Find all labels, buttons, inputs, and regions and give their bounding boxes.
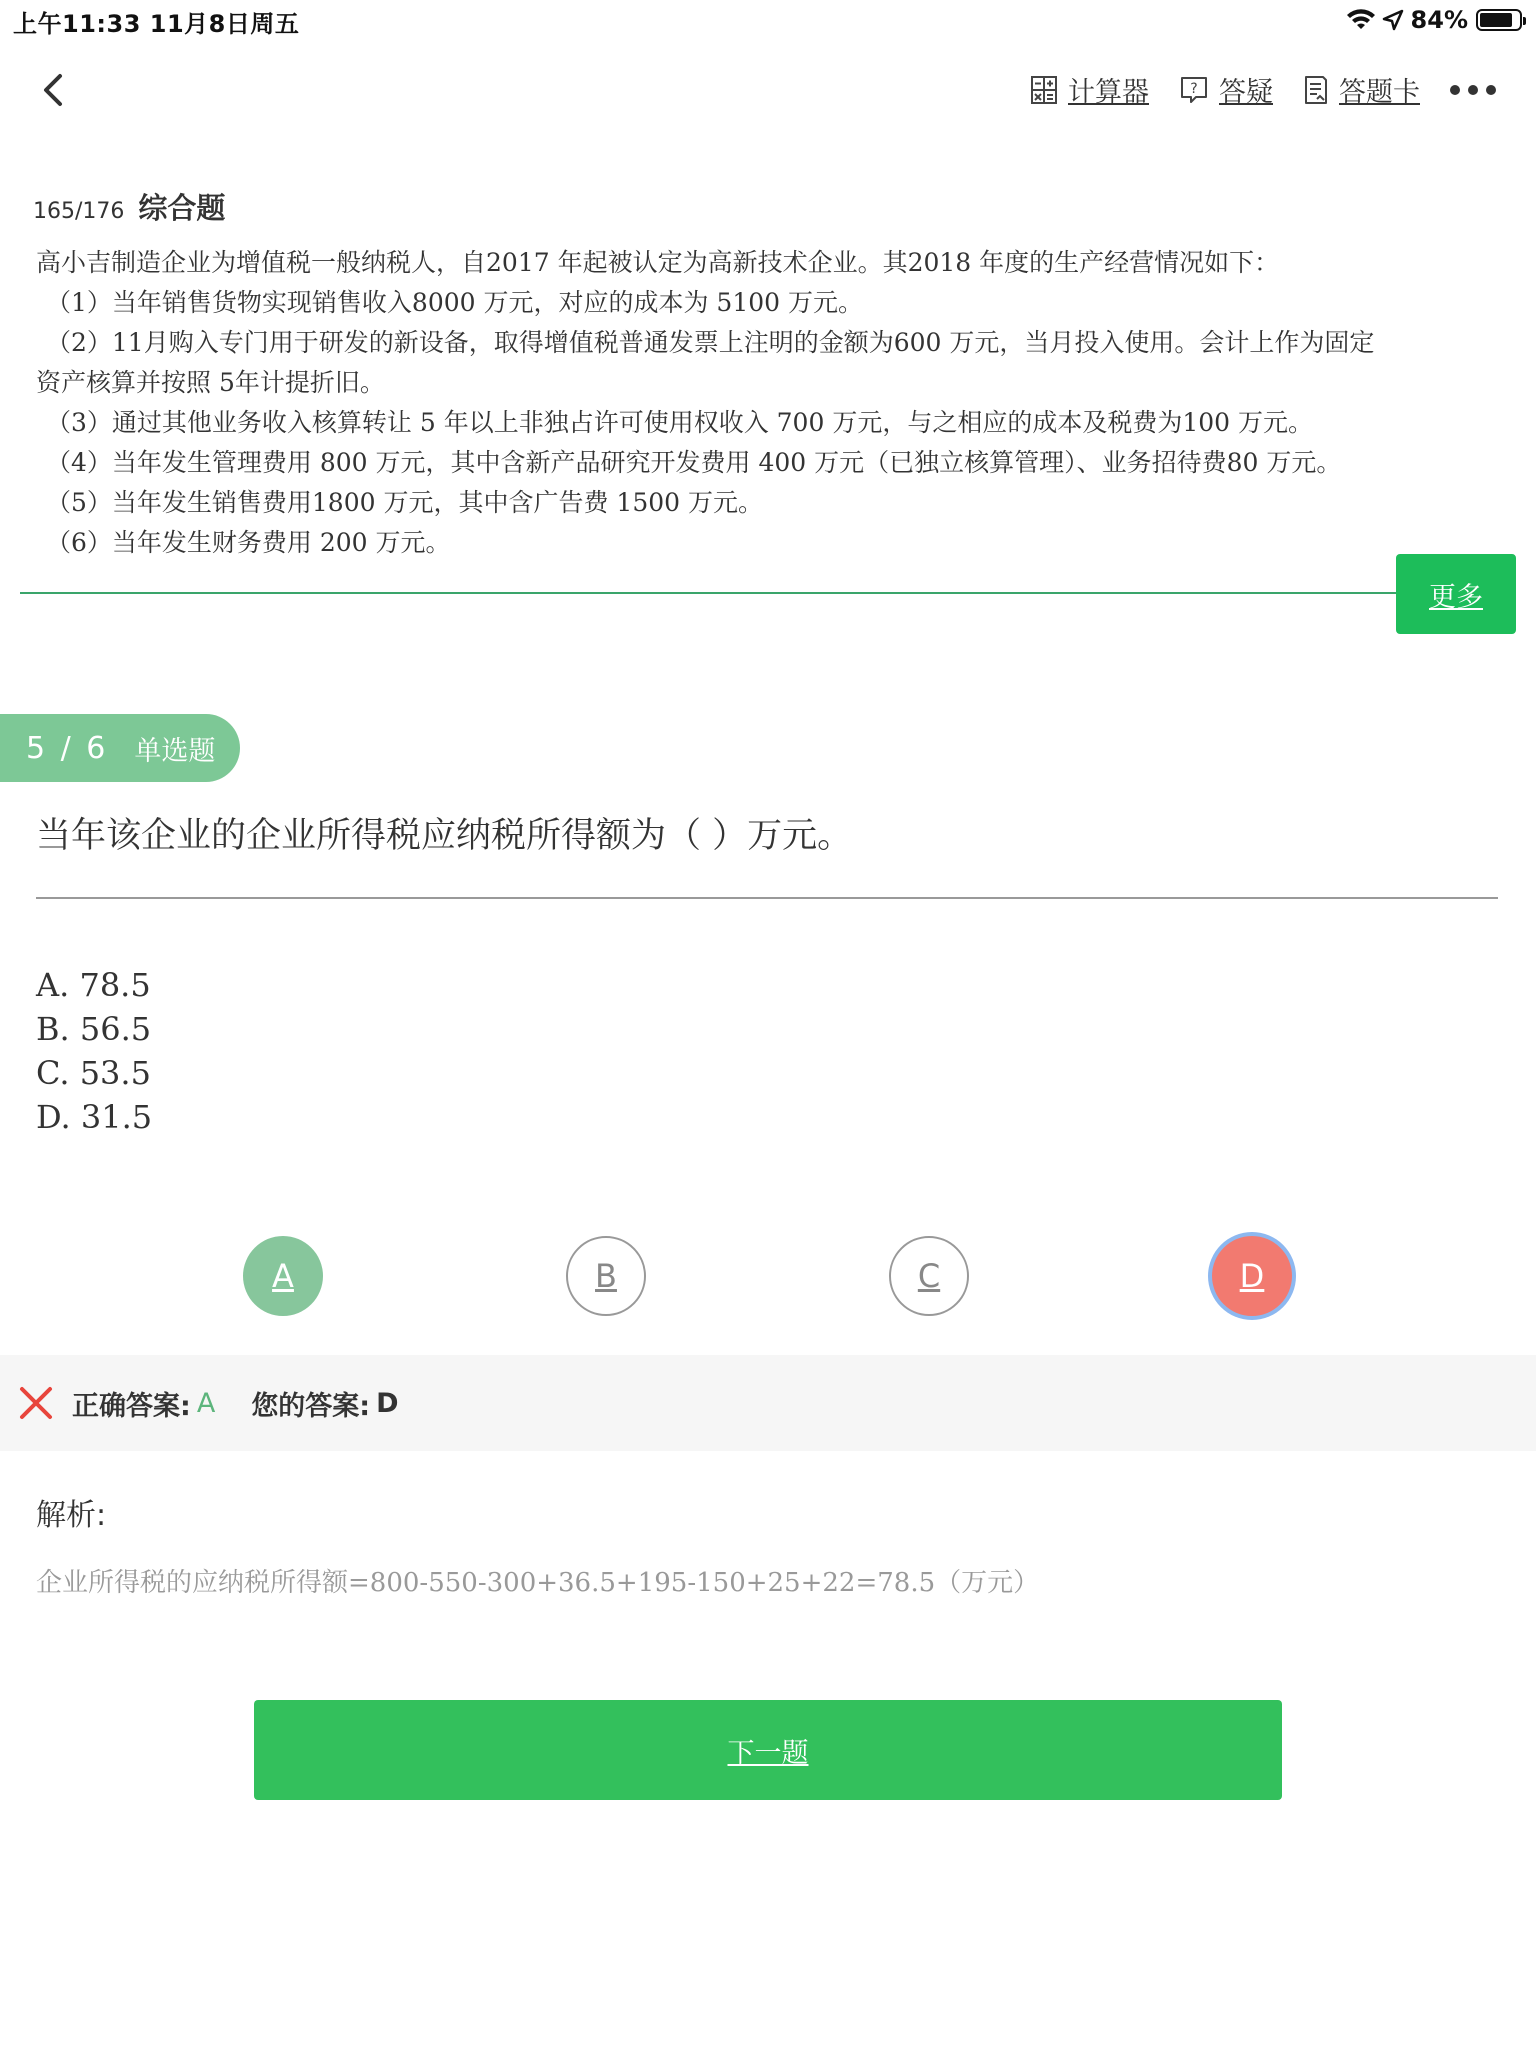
battery-percent: 84%: [1410, 6, 1468, 34]
material-item-1: （1）当年销售货物实现销售收入8000 万元，对应的成本为 5100 万元。: [46, 288, 863, 317]
nav-bar: [0, 50, 1536, 130]
question-progress: 165/176: [33, 199, 125, 224]
calculator-button[interactable]: [1030, 70, 1149, 109]
more-menu-icon[interactable]: [1450, 81, 1496, 99]
option-b: B. 56.5: [36, 1010, 152, 1048]
material-item-3: （3）通过其他业务收入核算转让 5 年以上非独占许可使用权收入 700 万元，与之相应的成本及税费为100 万元。: [46, 408, 1313, 437]
choice-d-button[interactable]: D: [1212, 1236, 1292, 1316]
question-material[interactable]: [36, 243, 1506, 557]
dot: [1450, 85, 1460, 95]
answer-card-label: 答题卡: [1339, 77, 1420, 108]
nav-tools: [1030, 70, 1496, 109]
material-item-4: （4）当年发生管理费用 800 万元，其中含新产品研究开发费用 400 万元（已独立核算管理）、业务招待费80 万元。: [46, 448, 1342, 477]
back-button[interactable]: [34, 70, 74, 110]
correct-answer-value: A: [196, 1387, 216, 1419]
question-type: 综合题: [138, 191, 226, 225]
your-answer-label: 您的答案:: [251, 1390, 371, 1422]
material-item-2-cont: 资产核算并按照 5年计提折旧。: [36, 368, 385, 397]
option-c: C. 53.5: [36, 1054, 151, 1092]
chevron-left-icon: [34, 70, 74, 110]
choice-b-button[interactable]: B: [566, 1236, 646, 1316]
choice-a-button[interactable]: A: [243, 1236, 323, 1316]
calculator-label: 计算器: [1068, 77, 1149, 108]
battery-icon: [1476, 9, 1522, 31]
analysis-title: 解析:: [36, 1498, 107, 1533]
svg-text:?: ?: [1190, 80, 1198, 97]
material-item-5: （5）当年发生销售费用1800 万元，其中含广告费 1500 万元。: [46, 488, 763, 517]
question-text: 当年该企业的企业所得税应纳税所得额为（ ）万元。: [36, 816, 853, 856]
next-question-button[interactable]: 下一题: [254, 1700, 1282, 1800]
qa-label: 答疑: [1219, 77, 1273, 108]
dot: [1468, 85, 1478, 95]
wifi-icon: [1347, 9, 1375, 31]
dot: [1486, 85, 1496, 95]
sub-question-type: 单选题: [134, 735, 216, 767]
qa-button[interactable]: [1179, 70, 1273, 109]
wrong-x-icon: [18, 1385, 54, 1421]
material-divider: [20, 592, 1400, 594]
correct-answer-label: 正确答案:: [72, 1390, 191, 1422]
your-answer-value: D: [376, 1387, 399, 1419]
calculator-icon: [1030, 75, 1058, 105]
answer-card-icon: [1303, 75, 1329, 105]
choice-c-button[interactable]: C: [889, 1236, 969, 1316]
answer-card-button[interactable]: [1303, 70, 1420, 109]
question-divider: [36, 897, 1498, 899]
material-intro: 高小吉制造企业为增值税一般纳税人，自2017 年起被认定为高新技术企业。其2018 年度的生产经营情况如下：: [36, 248, 1280, 277]
question-header: [33, 186, 225, 227]
analysis-text: 企业所得税的应纳税所得额=800-550-300+36.5+195-150+25+22=78.5（万元）: [36, 1568, 1040, 1598]
status-time-date: 上午11:33 11月8日周五: [13, 10, 300, 38]
sub-question-badge: [0, 714, 240, 782]
question-bubble-icon: [1179, 75, 1209, 105]
status-indicators: [1347, 6, 1522, 34]
options-list: [36, 963, 152, 1139]
battery-fill: [1480, 13, 1512, 27]
sub-question-number: 5 / 6: [26, 730, 109, 766]
option-a: A. 78.5: [36, 966, 151, 1004]
material-item-6: （6）当年发生财务费用 200 万元。: [46, 528, 451, 557]
option-d: D. 31.5: [36, 1098, 153, 1136]
result-bar: [0, 1355, 1536, 1451]
status-bar: [0, 0, 1536, 40]
location-arrow-icon: [1383, 10, 1403, 30]
material-item-2: （2）11月购入专门用于研发的新设备，取得增值税普通发票上注明的金额为600 万元，当月投入使用。会计上作为固定: [46, 328, 1375, 357]
more-button[interactable]: 更多: [1396, 554, 1516, 634]
